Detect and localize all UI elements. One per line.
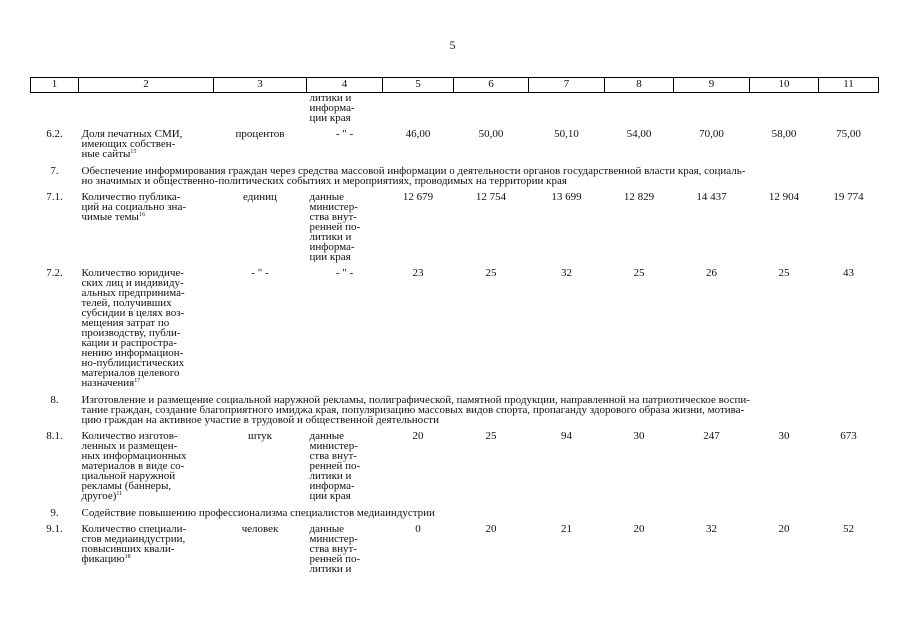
value-cell: 20 xyxy=(412,430,424,442)
column-header: 1 xyxy=(31,78,79,93)
value-cell: 54,00 xyxy=(626,128,652,140)
empty-cell xyxy=(605,93,674,130)
empty-cell xyxy=(383,93,454,130)
indicator-name: Количество специали- стов медиаиндустрии, повысивших квали- фикацию$^{18}$ xyxy=(81,523,187,565)
value-cell: 26 xyxy=(706,267,717,279)
footnote-ref: 11 xyxy=(116,491,123,497)
value-cell: 25 xyxy=(485,430,497,442)
value-cell: 12 754 xyxy=(475,191,507,203)
footnote-ref: 15 xyxy=(130,149,137,155)
header-row xyxy=(31,78,879,93)
source-cell: литики и информа- ции края xyxy=(309,92,355,124)
unit-cell: человек xyxy=(241,523,279,535)
section-number: 9. xyxy=(50,507,59,519)
column-header: 7 xyxy=(529,78,605,93)
section-row xyxy=(31,394,879,431)
value-cell: 20 xyxy=(633,523,645,535)
section-number: 8. xyxy=(50,394,59,406)
value-cell: 12 829 xyxy=(623,191,655,203)
value-cell: 94 xyxy=(561,430,572,442)
value-cell: 673 xyxy=(840,430,857,442)
column-header: 11 xyxy=(819,78,879,93)
column-header: 4 xyxy=(307,78,383,93)
column-header: 9 xyxy=(674,78,750,93)
value-cell: 20 xyxy=(485,523,497,535)
value-cell: 20 xyxy=(778,523,790,535)
value-cell: 50,00 xyxy=(478,128,504,140)
value-cell: 50,10 xyxy=(554,128,579,140)
source-cell: данные министер- ства внут- ренней по- литики и информа- ции края xyxy=(309,191,361,263)
source-cell: - " - xyxy=(335,267,354,279)
section-title: Содействие повышению профессионализма специалистов медиаиндустрии xyxy=(81,507,435,519)
value-cell: 21 xyxy=(561,523,572,535)
indicator-row xyxy=(31,129,879,165)
value-cell: 30 xyxy=(633,430,645,442)
continuation-row xyxy=(31,93,879,130)
source-cell: данные министер- ства внут- ренней по- литики и xyxy=(309,523,361,575)
section-number: 7. xyxy=(50,165,59,177)
unit-cell: процентов xyxy=(235,128,285,140)
value-cell: 70,00 xyxy=(699,128,724,140)
empty-cell xyxy=(529,93,605,130)
value-cell: 19 774 xyxy=(833,191,864,203)
value-cell: 25 xyxy=(778,267,790,279)
value-cell: 25 xyxy=(485,267,497,279)
value-cell: 30 xyxy=(778,430,790,442)
footnote-ref: 17 xyxy=(134,378,141,384)
indicator-number: 7.2. xyxy=(46,267,63,279)
empty-cell xyxy=(79,93,214,130)
value-cell: 0 xyxy=(415,523,421,535)
indicator-name: Доля печатных СМИ, имеющих собствен- ные сайты$^{15}$ xyxy=(81,128,183,160)
value-cell: 247 xyxy=(703,430,720,442)
indicator-number: 9.1. xyxy=(46,523,63,535)
section-title: Изготовление и размещение социальной наружной рекламы, полиграфической, памятной продукции, направленной на патриотическое воспи- тание граждан, создание благоприятного имиджа края, популяризацию массовых видов спорта, пропаганду здорового образа жизни, мотива- цию граждан на активное участие в трудовой и общественной деятельности xyxy=(81,394,750,426)
section-row xyxy=(31,507,879,524)
empty-cell xyxy=(214,93,307,130)
column-header: 6 xyxy=(454,78,529,93)
value-cell: 32 xyxy=(561,267,572,279)
value-cell: 23 xyxy=(412,267,424,279)
column-header: 8 xyxy=(605,78,674,93)
value-cell: 13 699 xyxy=(551,191,582,203)
value-cell: 75,00 xyxy=(836,128,861,140)
indicator-number: 8.1. xyxy=(46,430,63,442)
indicator-row xyxy=(31,524,879,580)
unit-cell: единиц xyxy=(243,191,277,203)
indicator-name: Количество изготов- ленных и размещен- ных информационных материалов в виде со- циальной наружной рекламы (баннеры, другое)$^{11}$ xyxy=(81,430,187,502)
indicator-row xyxy=(31,192,879,268)
indicator-number: 6.2. xyxy=(46,128,63,140)
source-cell: - " - xyxy=(335,128,354,140)
value-cell: 12 904 xyxy=(768,191,800,203)
page-number: 5 xyxy=(449,38,456,52)
value-cell: 25 xyxy=(633,267,645,279)
column-header: 2 xyxy=(79,78,214,93)
section-row xyxy=(31,165,879,192)
column-header: 10 xyxy=(750,78,819,93)
empty-cell xyxy=(674,93,750,130)
value-cell: 14 437 xyxy=(696,191,727,203)
value-cell: 32 xyxy=(706,523,717,535)
value-cell: 46,00 xyxy=(405,128,431,140)
indicator-name: Количество публика- ций на социально зна- чимые темы$^{16}$ xyxy=(81,191,186,223)
indicator-name: Количество юридиче- ских лиц и индивиду- альных предпринима- телей, получивших субсидии в целях воз- мещения затрат по производству, публи- кации и распростра- нению информацион- но-публицистических материалов целевого назначения$^{17}$ xyxy=(81,267,185,389)
unit-cell: - " - xyxy=(251,267,269,279)
empty-cell xyxy=(819,93,879,130)
indicator-number: 7.1. xyxy=(46,191,63,203)
empty-cell xyxy=(454,93,529,130)
value-cell: 43 xyxy=(843,267,854,279)
indicator-row xyxy=(31,268,879,394)
source-cell: данные министер- ства внут- ренней по- литики и информа- ции края xyxy=(309,430,361,502)
empty-cell xyxy=(750,93,819,130)
indicators-table xyxy=(30,77,879,580)
column-header: 3 xyxy=(214,78,307,93)
empty-cell xyxy=(31,93,79,130)
section-title: Обеспечение информирования граждан через средства массовой информации о деятельности органов государственной власти края, социаль- но значимых и общественно-политических событиях и мероприятиях, проводимых на территории края xyxy=(81,165,746,187)
unit-cell: штук xyxy=(248,430,272,442)
value-cell: 58,00 xyxy=(771,128,797,140)
footnote-ref: 16 xyxy=(138,212,145,218)
indicator-row xyxy=(31,431,879,507)
value-cell: 12 679 xyxy=(402,191,434,203)
footnote-ref: 18 xyxy=(124,554,131,560)
column-header: 5 xyxy=(383,78,454,93)
value-cell: 52 xyxy=(843,523,854,535)
